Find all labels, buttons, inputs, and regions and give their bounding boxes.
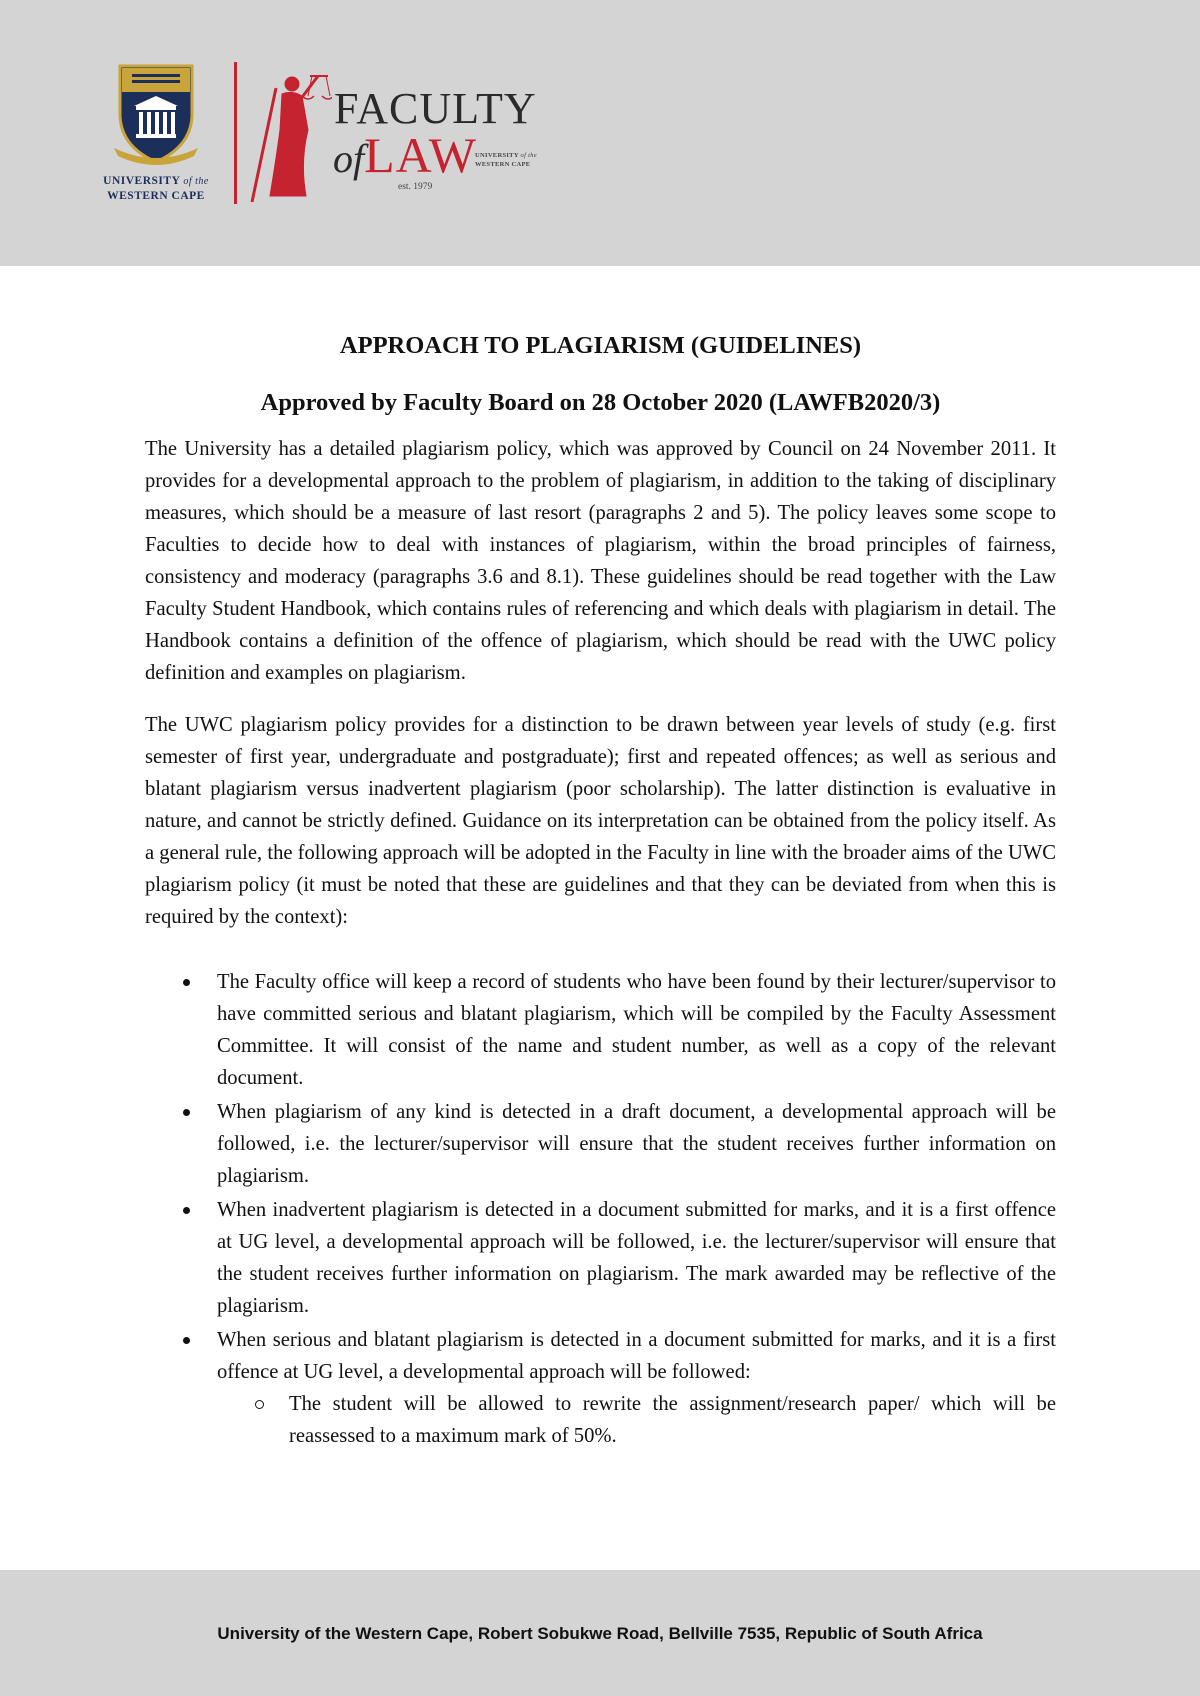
uwc-name-of-the: of the bbox=[183, 176, 209, 187]
list-item bbox=[145, 1096, 1056, 1192]
sub-list-item bbox=[217, 1388, 1056, 1452]
list-item-text: When serious and blatant plagiarism is detected in a document submitted for marks, and it is a first offence at UG level, a developmental approach will be followed: bbox=[217, 1329, 1056, 1383]
page-header bbox=[0, 0, 1200, 266]
law-word: LAW bbox=[364, 127, 477, 183]
circle-bullet-icon bbox=[255, 1400, 264, 1409]
small-uwc-university: UNIVERSITY bbox=[475, 152, 519, 159]
small-uwc-western-cape: WESTERN CAPE bbox=[475, 161, 531, 168]
uwc-crest-icon bbox=[114, 62, 198, 170]
list-item bbox=[145, 1194, 1056, 1322]
uwc-name-western-cape: WESTERN CAPE bbox=[107, 190, 205, 202]
small-uwc-of-the: of the bbox=[520, 152, 537, 159]
bullet-icon bbox=[183, 1109, 190, 1116]
sub-list-item-text: The student will be allowed to rewrite the assignment/research paper/ which will be reassessed to a maximum mark of 50%. bbox=[289, 1393, 1056, 1447]
uwc-logo bbox=[96, 62, 216, 212]
bullet-icon bbox=[183, 979, 190, 986]
document-body bbox=[145, 326, 1056, 1454]
established-year: est. 1979 bbox=[398, 182, 433, 192]
of-word: of bbox=[333, 136, 365, 181]
paragraph: The UWC plagiarism policy provides for a distinction to be drawn between year levels of study (e.g. first semester of first year, undergraduate and postgraduate); first and repeated offences; as well as serious and blatant plagiarism versus inadvertent plagiarism (poor scholarship). The latter distinction is evaluative in nature, and cannot be strictly defined. Guidance on its interpretation can be obtained from the policy itself. As a general rule, the following approach will be adopted in the Faculty in line with the broader aims of the UWC plagiarism policy (it must be noted that these are guidelines and that they can be deviated from when this is required by the context): bbox=[145, 714, 1057, 928]
bullet-icon bbox=[183, 1207, 190, 1214]
list-item-text: When plagiarism of any kind is detected in a draft document, a developmental approach will be followed, i.e. the lecturer/supervisor will ensure that the student receives further information on plagiarism. bbox=[217, 1101, 1056, 1187]
document-subtitle: Approved by Faculty Board on 28 October 2020 (LAWFB2020/3) bbox=[260, 389, 941, 416]
document-title: APPROACH TO PLAGIARISM (GUIDELINES) bbox=[339, 332, 862, 359]
sub-list bbox=[217, 1388, 1056, 1452]
list-item bbox=[145, 966, 1056, 1094]
faculty-wordmark: FACULTY bbox=[334, 84, 537, 133]
small-uwc-label bbox=[475, 151, 537, 169]
list-item-text: The Faculty office will keep a record of students who have been found by their lecturer/supervisor to have committed serious and blatant plagiarism, which will be compiled by the Faculty Assessment Committee. It will consist of the name and student number, as well as a copy of the relevant document. bbox=[217, 971, 1056, 1089]
uwc-name-university: UNIVERSITY bbox=[103, 175, 180, 187]
list-item-text: When inadvertent plagiarism is detected in a document submitted for marks, and it is a first offence at UG level, a developmental approach will be followed, i.e. the lecturer/supervisor will ensure that the student receives further information on plagiarism. The mark awarded may be reflective of the plagiarism. bbox=[217, 1199, 1056, 1317]
uwc-name bbox=[96, 174, 216, 204]
bullet-icon bbox=[183, 1337, 190, 1344]
paragraph: The University has a detailed plagiarism policy, which was approved by Council on 24 November 2011. It provides for a developmental approach to the problem of plagiarism, in addition to the taking of disciplinary measures, which should be a measure of last resort (paragraphs 2 and 5). The policy leaves some scope to Faculties to decide how to deal with instances of plagiarism, within the broad principles of fairness, consistency and moderacy (paragraphs 3.6 and 8.1). These guidelines should be read together with the Law Faculty Student Handbook, which contains rules of referencing and which deals with plagiarism in detail. The Handbook contains a definition of the offence of plagiarism, which should be read with the UWC policy definition and examples on plagiarism. bbox=[145, 438, 1056, 684]
guideline-list bbox=[145, 966, 1056, 1452]
list-item bbox=[145, 1324, 1056, 1452]
lady-justice-icon bbox=[246, 70, 332, 204]
footer-address: University of the Western Cape, Robert Sobukwe Road, Bellville 7535, Republic of South Africa bbox=[217, 1624, 983, 1643]
logo-divider bbox=[234, 62, 237, 204]
